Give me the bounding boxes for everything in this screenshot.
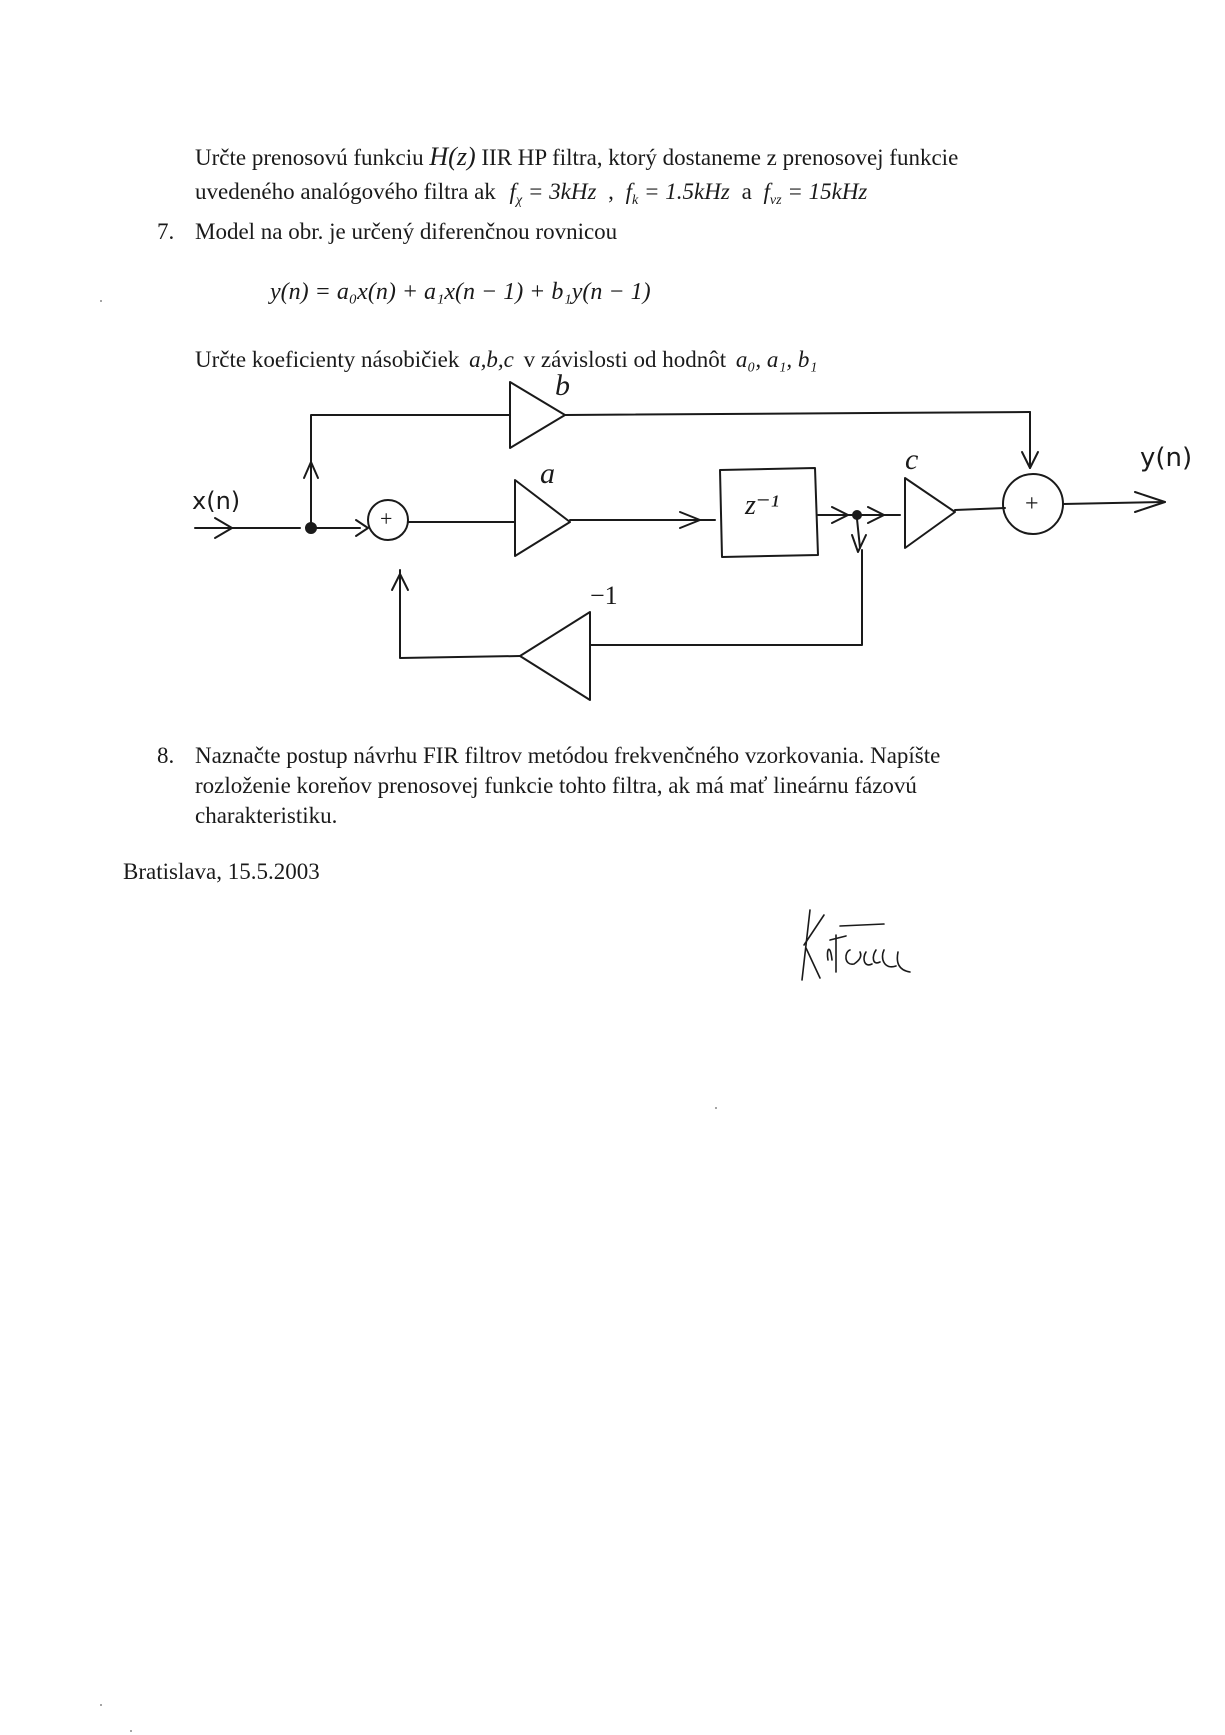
problem7-number: 7. (157, 219, 175, 244)
scan-speck (100, 1704, 102, 1706)
block-diagram (0, 0, 1225, 760)
transfer-function-symbol: H(z) (429, 142, 476, 171)
separator: , (608, 179, 614, 204)
difference-equation: y(n) = a₀x(n) + a₁x(n − 1) + b₁y(n − 1) (270, 279, 651, 305)
problem8-number: 8. (157, 743, 175, 768)
scan-speck (130, 1730, 132, 1732)
feedback-drop-arrow (857, 519, 860, 548)
feedforward-b-path (311, 415, 510, 523)
scan-speck (100, 300, 102, 302)
conjunction: a (741, 179, 752, 204)
feedback-right-path (590, 550, 862, 645)
text: Určte prenosovú funkciu (195, 145, 424, 170)
gain-a-label: a (540, 457, 555, 490)
output-label: y(n) (1140, 443, 1193, 473)
c-output-line (955, 508, 1005, 510)
signature (780, 900, 950, 990)
value: = 1.5kHz (644, 179, 730, 204)
gain-minus-one-label: −1 (590, 581, 618, 610)
problem8-line2: rozloženie koreňov prenosovej funkcie tohto filtra, ak má mať lineárnu fázovú (195, 773, 917, 798)
amplifier-minus-one (520, 612, 590, 700)
place-date: Bratislava, 15.5.2003 (123, 859, 320, 884)
input-label: x(n) (192, 487, 241, 515)
scan-speck (715, 1107, 717, 1109)
gain-b-label: b (555, 369, 570, 402)
gain-c-label: c (905, 443, 919, 476)
b-output-line (565, 412, 1030, 415)
subscript: vz (769, 193, 782, 208)
value: = 3kHz (527, 179, 597, 204)
text: IIR HP filtra, ktorý dostaneme z prenosovej funkcie (481, 145, 959, 170)
value: = 15kHz (787, 179, 868, 204)
coefficients: a₀, a₁, b₁ (735, 347, 818, 372)
subscript: k (632, 193, 639, 208)
symbol: f (509, 179, 516, 204)
adder-1-symbol: + (380, 506, 393, 531)
text: uvedeného analógového filtra ak (195, 179, 496, 204)
subscript: χ (515, 193, 523, 208)
problem7-intro: Model na obr. je určený diferenčnou rovnicou (195, 219, 618, 244)
feedback-left-path (400, 570, 520, 658)
symbol: f (625, 179, 633, 204)
text: v závislosti od hodnôt (523, 347, 727, 372)
amplifier-c (905, 478, 955, 548)
output-line (1063, 502, 1165, 504)
branch-node (306, 523, 316, 533)
multiplier-vars: a,b,c (469, 347, 514, 372)
delay-branch-node (853, 511, 861, 519)
amplifier-a (515, 480, 570, 556)
delay-label: z⁻¹ (745, 490, 780, 521)
text: Určte koeficienty násobičiek (195, 347, 460, 372)
problem8-line3: charakteristiku. (195, 803, 338, 828)
symbol: f (763, 179, 770, 204)
adder-2-symbol: + (1025, 491, 1039, 517)
problem8-line1: Naznačte postup návrhu FIR filtrov metódou frekvenčného vzorkovania. Napíšte (195, 743, 941, 768)
